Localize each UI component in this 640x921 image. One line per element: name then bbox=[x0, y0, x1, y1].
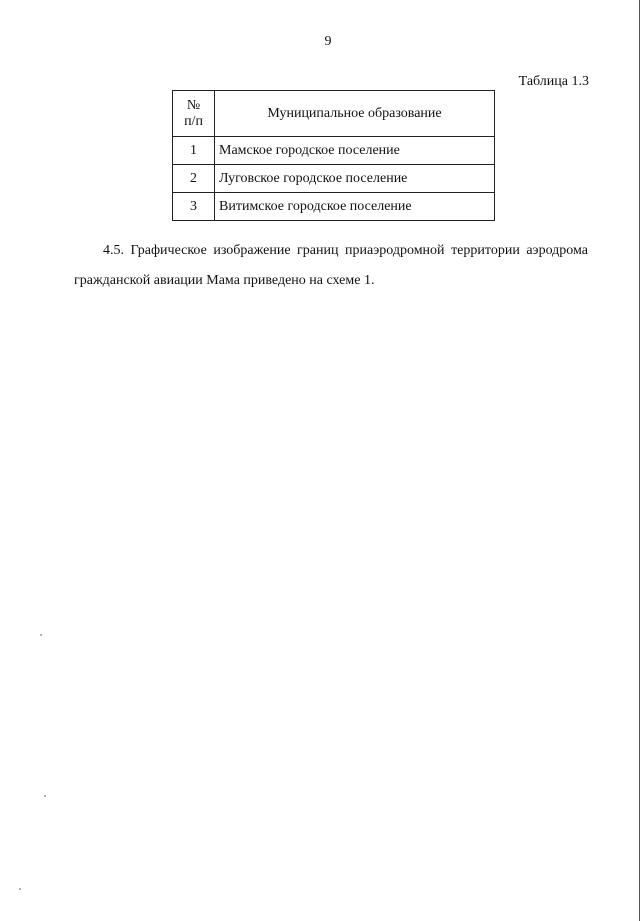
scan-speck bbox=[19, 888, 21, 890]
row-name-cell: Луговское городское поселение bbox=[215, 165, 495, 193]
row-number-cell: 3 bbox=[173, 193, 215, 221]
scan-speck bbox=[44, 795, 46, 797]
scan-speck bbox=[40, 634, 42, 636]
header-number-symbol: № bbox=[186, 97, 201, 113]
header-number-abbrev: п/п bbox=[184, 113, 203, 129]
table-header-row bbox=[173, 91, 495, 137]
table-row bbox=[173, 193, 495, 221]
header-number-cell bbox=[173, 91, 215, 137]
body-paragraph: 4.5. Графическое изображение границ приаэродромной территории аэродрома гражданской авиации Мама приведено на схеме 1. bbox=[74, 243, 588, 288]
municipalities-table bbox=[172, 90, 495, 221]
page-number: 9 bbox=[324, 34, 332, 49]
header-name-cell: Муниципальное образование bbox=[215, 91, 495, 137]
row-name-cell: Мамское городское поселение bbox=[215, 137, 495, 165]
table-row bbox=[173, 165, 495, 193]
row-number-cell: 2 bbox=[173, 165, 215, 193]
row-name-cell: Витимское городское поселение bbox=[215, 193, 495, 221]
row-number-cell: 1 bbox=[173, 137, 215, 165]
table-caption: Таблица 1.3 bbox=[518, 74, 589, 89]
table-row bbox=[173, 137, 495, 165]
